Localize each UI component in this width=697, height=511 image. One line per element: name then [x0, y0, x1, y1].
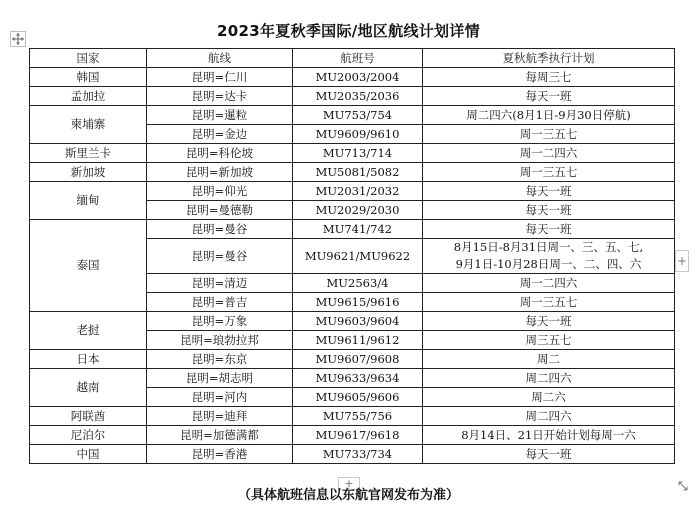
add-column-button[interactable]: + [675, 250, 689, 272]
country-cell: 斯里兰卡 [30, 144, 147, 163]
header-schedule: 夏秋航季执行计划 [423, 49, 675, 68]
header-country: 国家 [30, 49, 147, 68]
flight-number-cell: MU2563/4 [293, 274, 423, 293]
route-cell: 昆明=河内 [147, 388, 293, 407]
flight-number-cell: MU733/734 [293, 445, 423, 464]
schedule-cell: 每天一班 [423, 201, 675, 220]
flight-number-cell: MU713/714 [293, 144, 423, 163]
flight-number-cell: MU9615/9616 [293, 293, 423, 312]
route-cell: 昆明=暹粒 [147, 106, 293, 125]
table-row [30, 68, 675, 87]
footnote: （具体航班信息以东航官网发布为准） [237, 488, 459, 503]
flight-number-cell: MU9611/9612 [293, 331, 423, 350]
country-cell: 新加坡 [30, 163, 147, 182]
table-row [30, 220, 675, 239]
schedule-cell: 每周三七 [423, 68, 675, 87]
route-cell: 昆明=金边 [147, 125, 293, 144]
country-cell: 韩国 [30, 68, 147, 87]
route-cell: 昆明=清迈 [147, 274, 293, 293]
route-cell: 昆明=胡志明 [147, 369, 293, 388]
schedule-cell: 每天一班 [423, 312, 675, 331]
country-cell: 柬埔寨 [30, 106, 147, 144]
route-cell: 昆明=普吉 [147, 293, 293, 312]
table-move-handle[interactable] [10, 31, 26, 47]
flight-number-cell: MU2031/2032 [293, 182, 423, 201]
table-row [30, 407, 675, 426]
flight-number-cell: MU755/756 [293, 407, 423, 426]
table-row [30, 87, 675, 106]
flight-number-cell: MU9609/9610 [293, 125, 423, 144]
country-cell: 日本 [30, 350, 147, 369]
schedule-cell [423, 239, 675, 274]
flight-number-cell: MU5081/5082 [293, 163, 423, 182]
country-cell: 泰国 [30, 220, 147, 312]
schedule-line: 8月15日-8月31日周一、三、五、七, [453, 240, 644, 254]
flight-number-cell: MU2003/2004 [293, 68, 423, 87]
schedule-cell: 周三五七 [423, 331, 675, 350]
route-cell: 昆明=达卡 [147, 87, 293, 106]
flight-number-cell: MU9603/9604 [293, 312, 423, 331]
table-row [30, 144, 675, 163]
country-cell: 老挝 [30, 312, 147, 350]
header-flight-number: 航班号 [293, 49, 423, 68]
flight-number-cell: MU2029/2030 [293, 201, 423, 220]
table-row [30, 426, 675, 445]
flight-number-cell: MU9633/9634 [293, 369, 423, 388]
country-cell: 中国 [30, 445, 147, 464]
country-cell: 尼泊尔 [30, 426, 147, 445]
route-cell: 昆明=曼谷 [147, 220, 293, 239]
schedule-cell: 周一三五七 [423, 163, 675, 182]
table-row [30, 312, 675, 331]
route-cell: 昆明=曼德勒 [147, 201, 293, 220]
table-row [30, 182, 675, 201]
table-header-row [30, 49, 675, 68]
route-cell: 昆明=仰光 [147, 182, 293, 201]
route-cell: 昆明=科伦坡 [147, 144, 293, 163]
flight-number-cell: MU9607/9608 [293, 350, 423, 369]
schedule-cell: 周二四六 [423, 407, 675, 426]
route-cell: 昆明=迪拜 [147, 407, 293, 426]
table-row [30, 369, 675, 388]
flight-number-cell: MU753/754 [293, 106, 423, 125]
country-cell: 孟加拉 [30, 87, 147, 106]
country-cell: 阿联酋 [30, 407, 147, 426]
route-cell: 昆明=琅勃拉邦 [147, 331, 293, 350]
schedule-cell: 周一三五七 [423, 125, 675, 144]
schedule-cell: 周二四六(8月1日-9月30日停航) [423, 106, 675, 125]
schedule-cell: 8月14日、21日开始计划每周一六 [423, 426, 675, 445]
schedule-cell: 周一二四六 [423, 274, 675, 293]
table-row [30, 163, 675, 182]
route-cell: 昆明=曼谷 [147, 239, 293, 274]
schedule-cell: 周二四六 [423, 369, 675, 388]
move-arrows-icon [11, 32, 25, 46]
country-cell: 缅甸 [30, 182, 147, 220]
route-cell: 昆明=香港 [147, 445, 293, 464]
country-cell: 越南 [30, 369, 147, 407]
route-cell: 昆明=万象 [147, 312, 293, 331]
table-row [30, 445, 675, 464]
flight-number-cell: MU741/742 [293, 220, 423, 239]
table-row [30, 350, 675, 369]
schedule-cell: 每天一班 [423, 445, 675, 464]
route-cell: 昆明=东京 [147, 350, 293, 369]
add-row-button[interactable]: + [338, 477, 360, 490]
schedule-cell: 周二六 [423, 388, 675, 407]
schedule-cell: 每天一班 [423, 87, 675, 106]
flight-number-cell: MU9617/9618 [293, 426, 423, 445]
route-cell: 昆明=仁川 [147, 68, 293, 87]
schedule-line: 9月1日-10月28日周一、二、四、六 [455, 257, 642, 271]
schedule-cell: 周一二四六 [423, 144, 675, 163]
table-row [30, 106, 675, 125]
document-title: 2023年夏秋季国际/地区航线计划详情 [217, 22, 480, 40]
schedule-cell: 每天一班 [423, 220, 675, 239]
flight-schedule-table [29, 48, 675, 464]
route-cell: 昆明=新加坡 [147, 163, 293, 182]
route-cell: 昆明=加德满都 [147, 426, 293, 445]
schedule-cell: 周二 [423, 350, 675, 369]
schedule-cell: 周一三五七 [423, 293, 675, 312]
flight-number-cell: MU9621/MU9622 [293, 239, 423, 274]
flight-number-cell: MU9605/9606 [293, 388, 423, 407]
header-route: 航线 [147, 49, 293, 68]
flight-number-cell: MU2035/2036 [293, 87, 423, 106]
schedule-cell: 每天一班 [423, 182, 675, 201]
